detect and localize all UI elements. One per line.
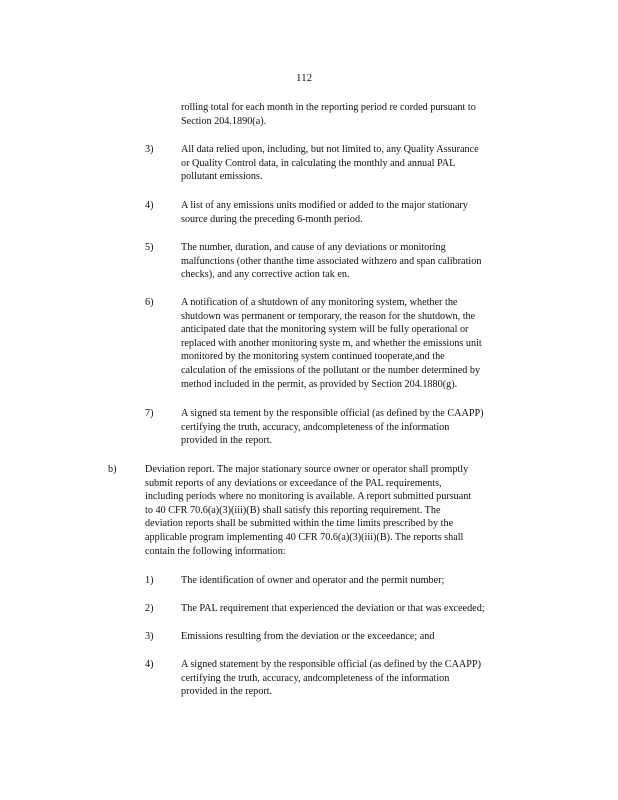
- list-item-number: 1): [145, 575, 154, 586]
- text-line: All data relied upon, including, but not limited to, any Quality Assurance: [181, 144, 479, 155]
- text-line: to 40 CFR 70.6(a)(3)(iii)(B) shall satisfy this reporting requirement. The: [145, 504, 441, 516]
- list-item-text: [181, 296, 531, 391]
- text-line: contain the following information:: [145, 545, 286, 557]
- list-item-text: [181, 143, 527, 184]
- list-item-number: 3): [145, 144, 154, 155]
- list-item-number: 4): [145, 659, 154, 670]
- text-line: malfunctions (other thanthe time associated withzero and span calibration: [181, 255, 482, 267]
- list-item-number: 6): [145, 297, 154, 308]
- text-line: Emissions resulting from the deviation or the exceedance; and: [181, 631, 435, 642]
- text-line: certifying the truth, accuracy, andcompleteness of the information: [181, 672, 450, 684]
- page-number: 112: [296, 72, 313, 84]
- text-line: certifying the truth, accuracy, andcompleteness of the information: [181, 421, 450, 433]
- text-line: Deviation report. The major stationary source owner or operator shall promptly: [145, 464, 469, 475]
- text-line: including periods where no monitoring is available. A report submitted pursuant: [145, 491, 472, 503]
- text-line: The PAL requirement that experienced the deviation or that was exceeded;: [181, 603, 485, 614]
- list-item-number: 3): [145, 631, 154, 642]
- list-item-number: 5): [145, 242, 154, 253]
- text-line: replaced with another monitoring syste m, and whether the emissions unit: [181, 337, 482, 349]
- text-line: rolling total for each month in the reporting period re corded pursuant to: [181, 102, 476, 113]
- list-item-number: 4): [145, 200, 154, 211]
- list-item-number: 2): [145, 603, 154, 614]
- text-line: shutdown was permanent or temporary, the reason for the shutdown, the: [181, 310, 476, 322]
- text-line: The number, duration, and cause of any deviations or monitoring: [181, 242, 446, 253]
- text-line: A list of any emissions units modified or added to the major stationary: [181, 200, 468, 211]
- section-label: b): [108, 464, 117, 475]
- section-paragraph: [145, 463, 529, 558]
- text-line: applicable program implementing 40 CFR 70.6(a)(3)(iii)(B). The reports shall: [145, 531, 464, 543]
- text-line: submit reports of any deviations or exceedance of the PAL requirements,: [145, 477, 442, 489]
- list-item-text: [181, 658, 527, 699]
- list-item-number: 7): [145, 408, 154, 419]
- list-item-text: [181, 574, 531, 588]
- text-line: monitored by the monitoring system continued tooperate,and the: [181, 351, 445, 363]
- list-item-text: [181, 241, 527, 282]
- list-item-text: [181, 602, 531, 616]
- text-line: Section 204.1890(a).: [181, 115, 267, 127]
- text-line: A notification of a shutdown of any monitoring system, whether the: [181, 297, 458, 308]
- text-line: pollutant emissions.: [181, 171, 263, 183]
- text-line: The identification of owner and operator and the permit number;: [181, 575, 445, 586]
- text-line: provided in the report.: [181, 435, 273, 447]
- list-item-text: [181, 630, 531, 644]
- text-line: or Quality Control data, in calculating the monthly and annual PAL: [181, 157, 456, 169]
- list-item-text: [181, 407, 527, 448]
- text-line: A signed sta tement by the responsible official (as defined by the CAAPP): [181, 408, 484, 419]
- text-line: anticipated date that the monitoring system will be fully operational or: [181, 324, 469, 336]
- text-line: provided in the report.: [181, 686, 273, 698]
- text-line: calculation of the emissions of the pollutant or the number determined by: [181, 364, 481, 376]
- text-line: A signed statement by the responsible official (as defined by the CAAPP): [181, 659, 482, 670]
- text-line: method included in the permit, as provided by Section 204.1880(g).: [181, 378, 458, 390]
- continuation-paragraph: [181, 101, 527, 128]
- text-line: deviation reports shall be submitted within the time limits prescribed by the: [145, 518, 454, 530]
- text-line: checks), and any corrective action tak en.: [181, 269, 350, 281]
- list-item-text: [181, 199, 527, 226]
- text-line: source during the preceding 6-month period.: [181, 213, 363, 225]
